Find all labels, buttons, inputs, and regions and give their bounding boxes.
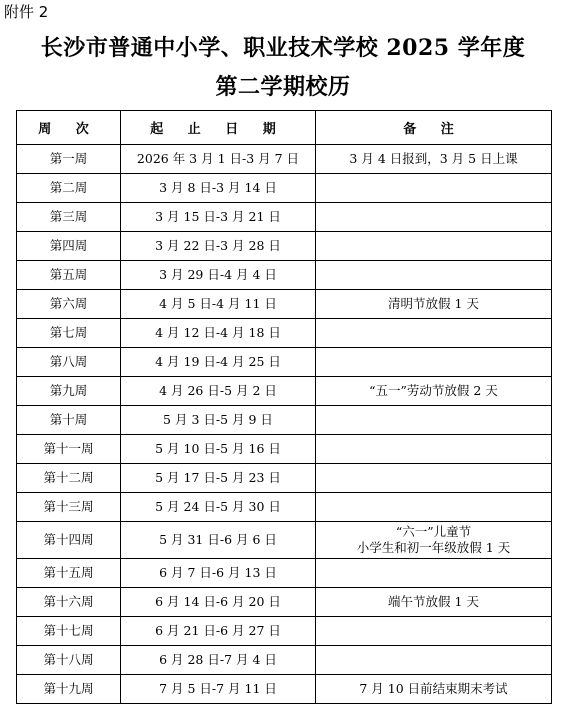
notes-cell [316,559,552,588]
header-row [17,111,552,145]
table-row [17,522,552,559]
notes-cell [316,493,552,522]
week-cell: 第八周 [17,348,121,377]
table-row [17,435,552,464]
notes-cell [316,261,552,290]
week-cell: 第十五周 [17,559,121,588]
notes-cell [316,145,552,174]
table-row [17,145,552,174]
notes-cell [316,646,552,675]
table-row [17,617,552,646]
week-cell: 第十三周 [17,493,121,522]
notes-cell [316,406,552,435]
week-cell: 第十二周 [17,464,121,493]
week-cell: 第七周 [17,319,121,348]
notes-cell [316,675,552,704]
dates-cell: 4 月 19 日-4 月 25 日 [121,348,316,377]
week-cell: 第九周 [17,377,121,406]
notes-cell [316,464,552,493]
week-cell: 第一周 [17,145,121,174]
notes-column-header: 备 注 [316,111,552,145]
note-text: 清明节放假 1 天 [388,296,479,311]
notes-cell [316,232,552,261]
notes-cell [316,522,552,559]
dates-cell: 3 月 22 日-3 月 28 日 [121,232,316,261]
table-row [17,406,552,435]
table-row [17,675,552,704]
dates-cell: 2026 年 3 月 1 日-3 月 7 日 [121,145,316,174]
dates-cell: 5 月 17 日-5 月 23 日 [121,464,316,493]
page-subtitle: 第二学期校历 [215,74,351,100]
notes-cell [316,319,552,348]
table-row [17,232,552,261]
week-cell: 第三周 [17,203,121,232]
table-row [17,203,552,232]
dates-cell: 3 月 29 日-4 月 4 日 [121,261,316,290]
notes-cell [316,588,552,617]
week-cell: 第十六周 [17,588,121,617]
table-row [17,588,552,617]
dates-cell: 4 月 12 日-4 月 18 日 [121,319,316,348]
notes-cell [316,348,552,377]
dates-cell: 5 月 31 日-6 月 6 日 [121,522,316,559]
dates-cell: 5 月 3 日-5 月 9 日 [121,406,316,435]
notes-cell [316,203,552,232]
week-cell: 第十七周 [17,617,121,646]
table-row [17,559,552,588]
attachment-label: 附件 2 [4,3,49,21]
week-cell: 第十九周 [17,675,121,704]
page-title: 长沙市普通中小学、职业技术学校 2025 学年度 [40,35,526,61]
dates-cell: 7 月 5 日-7 月 11 日 [121,675,316,704]
notes-cell [316,174,552,203]
school-calendar-table [16,110,552,704]
table-row [17,174,552,203]
note-text: “六一”儿童节 [395,524,472,539]
week-cell: 第十四周 [17,522,121,559]
dates-cell: 6 月 7 日-6 月 13 日 [121,559,316,588]
table-row [17,290,552,319]
week-cell: 第五周 [17,261,121,290]
note-text: 端午节放假 1 天 [388,594,479,609]
week-cell: 第十八周 [17,646,121,675]
dates-cell: 4 月 26 日-5 月 2 日 [121,377,316,406]
week-cell: 第二周 [17,174,121,203]
week-cell: 第十周 [17,406,121,435]
notes-cell [316,377,552,406]
dates-cell: 6 月 28 日-7 月 4 日 [121,646,316,675]
week-cell: 第六周 [17,290,121,319]
dates-cell: 5 月 24 日-5 月 30 日 [121,493,316,522]
table-row [17,464,552,493]
table-row [17,319,552,348]
dates-cell: 5 月 10 日-5 月 16 日 [121,435,316,464]
week-column-header: 周 次 [17,111,121,145]
notes-cell [316,290,552,319]
note-text: 7 月 10 日前结束期末考试 [359,681,508,696]
dates-column-header: 起 止 日 期 [121,111,316,145]
table-row [17,348,552,377]
notes-cell [316,435,552,464]
dates-cell: 4 月 5 日-4 月 11 日 [121,290,316,319]
notes-cell [316,617,552,646]
dates-cell: 6 月 14 日-6 月 20 日 [121,588,316,617]
note-text-line2: 小学生和初一年级放假 1 天 [356,540,511,555]
table-row [17,646,552,675]
week-cell: 第四周 [17,232,121,261]
dates-cell: 3 月 8 日-3 月 14 日 [121,174,316,203]
dates-cell: 3 月 15 日-3 月 21 日 [121,203,316,232]
table-row [17,493,552,522]
dates-cell: 6 月 21 日-6 月 27 日 [121,617,316,646]
note-text: 3 月 4 日报到，3 月 5 日上课 [349,151,518,166]
table-row [17,261,552,290]
table-row [17,377,552,406]
week-cell: 第十一周 [17,435,121,464]
note-text: “五一”劳动节放假 2 天 [369,383,498,398]
